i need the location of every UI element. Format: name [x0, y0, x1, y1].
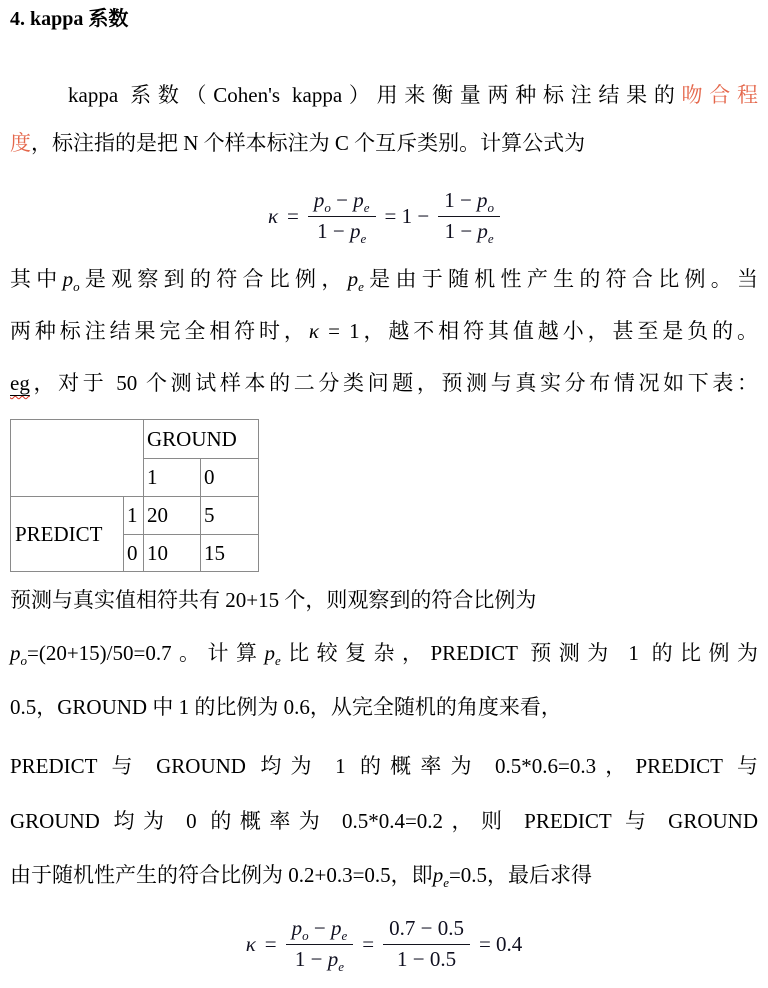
math-operator: −: [305, 946, 328, 971]
paragraph-3-line-4: PREDICT 与 GROUND 均为 1 的概率为 0.5*0.6=0.3，PREDICT 与: [10, 754, 758, 778]
count-cell: 10: [144, 535, 201, 572]
subscript: e: [487, 230, 494, 246]
text-run: 是观察到的符合比例，: [79, 267, 348, 291]
text-run: kappa 系数（Cohen's kappa）用来衡量两种标注结果的: [68, 83, 682, 107]
math-operator: =: [362, 931, 375, 956]
confusion-matrix-table: [10, 419, 259, 572]
math-run: = 1: [318, 319, 360, 343]
math-var: p: [10, 641, 21, 665]
fraction-numerator: [438, 189, 500, 217]
section-title: 4. kappa 系数: [10, 8, 129, 30]
spellcheck-underline: [10, 371, 30, 395]
math-var: p: [353, 187, 364, 212]
subscript: e: [274, 653, 281, 668]
paragraph-3-line-3: 0.5，GROUND 中 1 的比例为 0.6，从完全随机的角度来看，: [10, 695, 562, 719]
highlighted-text-run: 吻合程: [681, 83, 758, 107]
math-var-kappa: κ: [267, 203, 279, 228]
math-var: p: [477, 187, 488, 212]
count-cell: 15: [201, 535, 259, 572]
ground-header-cell: GROUND: [144, 420, 259, 459]
predict-class-0-cell: 0: [124, 535, 144, 572]
math-var: p: [264, 641, 275, 665]
math-var: p: [349, 218, 361, 243]
math-operator: = 1 −: [384, 203, 430, 228]
paragraph-3-line-5: GROUND 均为 0 的概率为 0.5*0.4=0.2，则 PREDICT 与 GROUND: [10, 809, 758, 833]
paragraph-3-line-1: 预测与真实值相符共有 20+15 个，则观察到的符合比例为: [10, 588, 537, 612]
subscript: e: [360, 230, 367, 246]
paragraph-1-line-2: [10, 128, 758, 158]
fraction: [286, 915, 354, 974]
kappa-result-formula: [10, 912, 758, 976]
text-run: 由于随机性产生的符合比例为 0.2+0.3=0.5，即: [10, 863, 433, 887]
fraction-denominator: 1 − 0.5: [396, 946, 457, 971]
math-var-kappa: κ: [308, 319, 319, 343]
subscript: e: [363, 199, 370, 215]
subscript: o: [487, 199, 495, 215]
math-var: p: [327, 946, 339, 971]
math-operator: =: [264, 931, 277, 956]
math-var: p: [432, 863, 444, 887]
fraction-numerator: [308, 189, 376, 217]
count-cell: 5: [201, 497, 259, 535]
subscript: o: [20, 653, 27, 668]
document-page: [0, 6, 768, 976]
math-operator: −: [455, 218, 478, 243]
paragraph-1-line-1: [10, 80, 758, 110]
fraction: [383, 917, 470, 971]
text-run: =0.5，最后求得: [448, 863, 593, 887]
math-number: 1: [444, 218, 456, 243]
predict-header-cell: PREDICT: [11, 497, 124, 572]
paragraph-2-line-1: [10, 264, 758, 294]
ground-class-1-cell: 1: [144, 459, 201, 497]
subscript: e: [341, 927, 348, 943]
math-operator: −: [308, 915, 331, 940]
paragraph-3-line-2: [10, 638, 758, 668]
subscript: e: [358, 279, 364, 294]
math-var: p: [477, 218, 488, 243]
subscript: o: [302, 927, 309, 943]
math-var: p: [313, 187, 325, 212]
subscript: o: [324, 199, 331, 215]
blank-corner-cell: [11, 420, 144, 497]
count-cell: 20: [144, 497, 201, 535]
text-run: 是由于随机性产生的符合比例。当: [363, 267, 759, 291]
math-var: p: [62, 267, 74, 291]
text-run: ，对于 50 个测试样本的二分类问题，预测与真实分布情况如下表：: [29, 371, 758, 395]
math-operator: =: [287, 203, 299, 228]
math-number: 1: [294, 946, 306, 971]
ground-class-0-cell: 0: [201, 459, 259, 497]
fraction-denominator: [439, 217, 500, 244]
text-run: ，标注指的是把 N 个样本标注为 C 个互斥类别。计算公式为: [31, 131, 586, 155]
kappa-definition-formula: [10, 184, 758, 248]
example-intro-line: [10, 368, 758, 398]
fraction-denominator: [289, 945, 350, 972]
table-row: [11, 497, 259, 535]
fraction-numerator: [286, 917, 354, 945]
math-operator: −: [330, 187, 354, 212]
subscript: e: [443, 875, 449, 890]
math-operator: −: [327, 218, 350, 243]
math-var: p: [291, 915, 303, 940]
predict-class-1-cell: 1: [124, 497, 144, 535]
paragraph-2-line-2: [10, 316, 758, 346]
text-run: 其中: [10, 267, 63, 291]
fraction: [438, 187, 500, 246]
subscript: o: [73, 279, 80, 294]
math-var: p: [330, 915, 342, 940]
text-run: 比较复杂，PREDICT 预测为 1 的比例为: [280, 641, 758, 665]
subscript: e: [338, 958, 345, 974]
fraction-denominator: [311, 217, 372, 244]
math-var-kappa: κ: [245, 931, 256, 956]
underlined-text-run: eg: [10, 371, 30, 395]
text-run: =(20+15)/50=0.7。计算: [27, 641, 265, 665]
math-operator: −: [454, 187, 478, 212]
text-run: 两种标注结果完全相符时，: [10, 319, 309, 343]
math-result: = 0.4: [478, 931, 523, 956]
fraction: [308, 187, 376, 246]
math-number: 1: [317, 218, 328, 243]
math-number: 1: [444, 187, 455, 212]
fraction-numerator: 0.7 − 0.5: [383, 917, 470, 945]
highlighted-text-run: 度: [10, 131, 31, 155]
math-var: p: [347, 267, 359, 291]
table-row: [11, 420, 259, 459]
text-run: ，越不相符其值越小，甚至是负的。: [359, 319, 759, 343]
paragraph-3-line-6: [10, 860, 758, 890]
